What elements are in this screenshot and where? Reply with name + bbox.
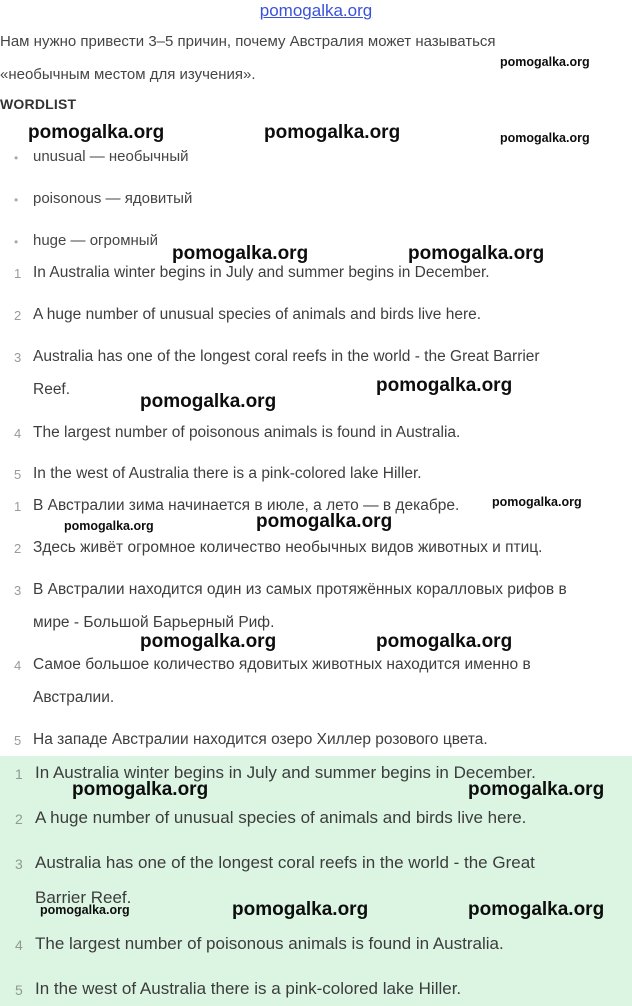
answer-number: 1 [15, 766, 23, 782]
sentence-number: 3 [14, 583, 22, 598]
sentence-number: 1 [14, 266, 22, 281]
answer-number: 2 [15, 811, 23, 827]
watermark: pomogalka.org [232, 899, 369, 920]
answer-sentence: In the west of Australia there is a pink-colored lake Hiller. [35, 979, 462, 998]
sentence-number: 4 [14, 658, 22, 673]
sentence-ru: В Австралии зима начинается в июле, а лето — в декабре. [33, 497, 460, 514]
wordlist-item: huge — огромный [33, 232, 158, 249]
answer-sentence: Australia has one of the longest coral reefs in the world - the Great [35, 853, 535, 872]
watermark: pomogalka.org [140, 391, 277, 412]
answer-number: 4 [15, 937, 23, 953]
wordlist-title: WORDLIST [0, 96, 77, 112]
watermark: pomogalka.org [40, 903, 130, 917]
sentence-number: 5 [14, 467, 22, 482]
watermark: pomogalka.org [376, 631, 513, 652]
answer-sentence: In Australia winter begins in July and summer begins in December. [35, 763, 536, 782]
sentence-ru-continuation: мире - Большой Барьерный Риф. [33, 614, 275, 631]
watermark: pomogalka.org [468, 779, 605, 800]
sentence-number: 1 [14, 499, 22, 514]
watermark: pomogalka.org [468, 899, 605, 920]
watermark: pomogalka.org [500, 131, 590, 145]
watermark: pomogalka.org [492, 495, 582, 509]
sentence-ru: Самое большое количество ядовитых животных находится именно в [33, 656, 531, 673]
intro-text-line-1: Нам нужно привести 3–5 причин, почему Австралия может называться [0, 33, 496, 50]
sentence-ru: В Австралии находится один из самых протяжённых коралловых рифов в [33, 581, 567, 598]
wordlist-item: poisonous — ядовитый [33, 190, 193, 207]
watermark: pomogalka.org [256, 511, 393, 532]
sentence-number: 4 [14, 426, 22, 441]
bullet-icon: • [14, 151, 19, 165]
sentence-number: 2 [14, 541, 22, 556]
sentence-en: In the west of Australia there is a pink-colored lake Hiller. [33, 465, 422, 482]
site-logo-link[interactable]: pomogalka.org [259, 1, 373, 20]
answer-sentence: A huge number of unusual species of animals and birds live here. [35, 808, 527, 827]
watermark: pomogalka.org [264, 122, 401, 143]
sentence-en-continuation: Reef. [33, 381, 71, 398]
bullet-icon: • [14, 235, 19, 249]
sentence-number: 2 [14, 308, 22, 323]
sentence-number: 5 [14, 733, 22, 748]
sentence-en: Australia has one of the longest coral reefs in the world - the Great Barrier [33, 348, 540, 365]
watermark: pomogalka.org [72, 779, 209, 800]
sentence-number: 3 [14, 350, 22, 365]
watermark: pomogalka.org [140, 631, 277, 652]
intro-text-line-2: «необычным местом для изучения». [0, 66, 256, 83]
watermark: pomogalka.org [408, 243, 545, 264]
sentence-en: In Australia winter begins in July and summer begins in December. [33, 264, 490, 281]
watermark: pomogalka.org [64, 519, 154, 533]
answer-sentence-continuation: Barrier Reef. [35, 888, 132, 907]
sentence-ru: На западе Австралии находится озеро Хиллер розового цвета. [33, 731, 488, 748]
sentence-en: A huge number of unusual species of animals and birds live here. [33, 306, 482, 323]
sentence-ru-continuation: Австралии. [33, 689, 115, 706]
watermark: pomogalka.org [172, 243, 309, 264]
wordlist-item: unusual — необычный [33, 148, 189, 165]
sentence-ru: Здесь живёт огромное количество необычных видов животных и птиц. [33, 539, 543, 556]
watermark: pomogalka.org [376, 375, 513, 396]
answer-sentence: The largest number of poisonous animals is found in Australia. [35, 934, 504, 953]
answer-number: 3 [15, 856, 23, 872]
answer-number: 5 [15, 982, 23, 998]
watermark: pomogalka.org [500, 55, 590, 69]
bullet-icon: • [14, 193, 19, 207]
watermark: pomogalka.org [28, 122, 165, 143]
sentence-en: The largest number of poisonous animals is found in Australia. [33, 424, 461, 441]
